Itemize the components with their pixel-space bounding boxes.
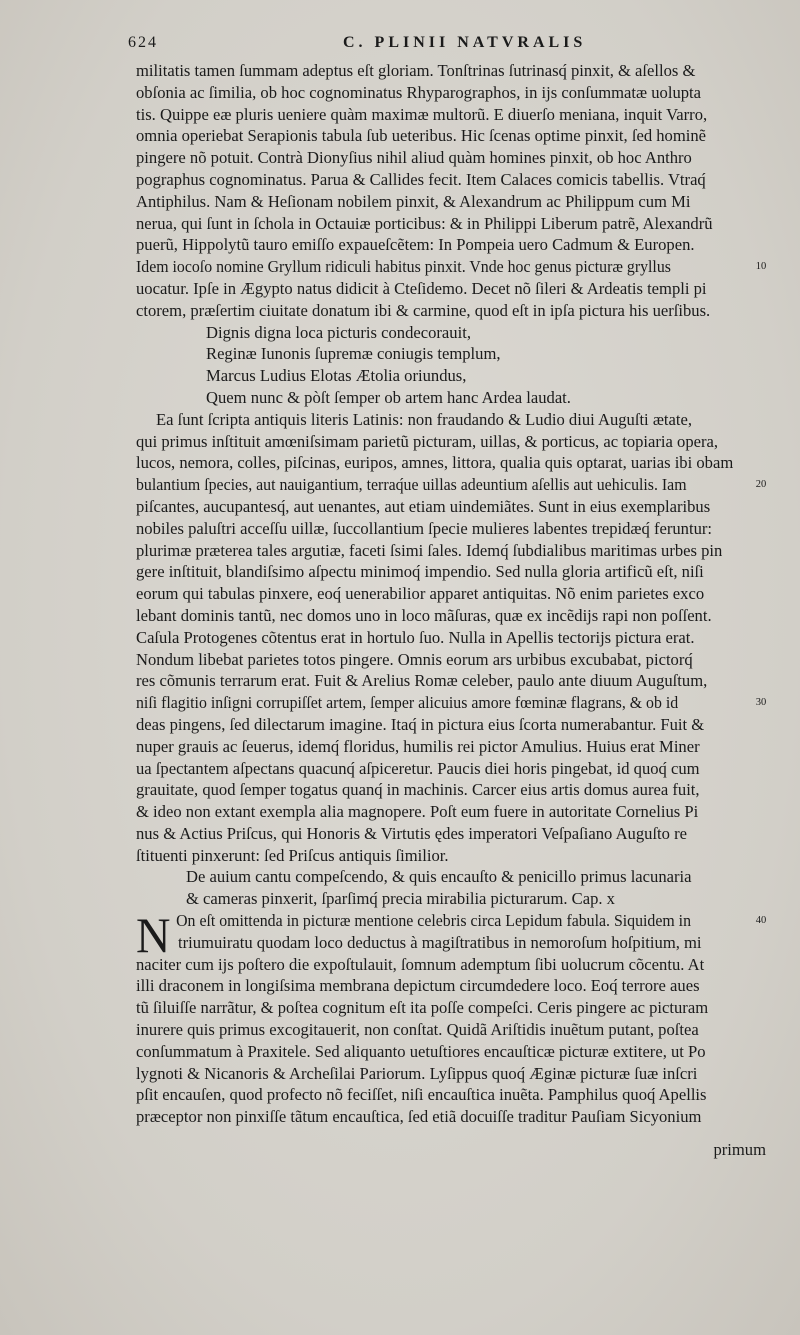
text-line: inurere quis primus excogitauerit, non conſtat. Quidã Ariſtidis inuẽtum putant, poſtea <box>136 1020 699 1040</box>
text-line: lucos, nemora, colles, piſcinas, euripos, amnes, littora, qualia quis optarat, uarias ibi obam <box>136 453 734 473</box>
text-line: puerũ, Hippolytũ tauro emiſſo expaueſcẽtem: In Pompeia uero Cadmum & Europen. <box>136 235 695 255</box>
text-line: grauitate, quod ſemper togatus quanq́ in machinis. Carcer eius artis domus aurea fuit, <box>136 780 700 800</box>
text-line: præceptor non pinxiſſe tãtum encauſtica, ſed etiã docuiſſe traditur Pauſiam Sicyonium <box>136 1107 702 1127</box>
margin-line-number: 30 <box>755 696 767 709</box>
text-line: tũ ſiluiſſe narrãtur, & poſtea cognitum eſt ita poſſe compeſci. Ceris pingere ac picturam <box>136 998 709 1018</box>
text-line: uocatur. Ipſe in Ægypto natus didicit à Cteſidemo. Decet nõ ſileri & Ardeatis templi pi <box>136 278 707 298</box>
text-line: triumuiratu quodam loco deductus à magiſtratibus in nemoroſum hoſpitium, mi <box>178 932 702 952</box>
text-line: conſummatum à Praxitele. Sed aliquanto uetuſtiores encauſticæ picturæ extitere, ut Po <box>136 1041 706 1061</box>
text-line: plurimæ præterea tales argutiæ, faceti ſsimi ſales. Idemq́ ſubdialibus maritimas urbes pin <box>136 540 723 560</box>
text-line: nobiles paluſtri acceſſu uillæ, ſuccollantium ſpecie mulieres labentes trepidæq́ feruntur: <box>136 518 713 538</box>
text-line: Caſula Protogenes cõtentus erat in hortulo ſuo. Nulla in Apellis tectorijs pictura erat. <box>136 627 695 647</box>
text-line: deas pingens, ſed dilectarum imagine. Itaq́ in pictura eius ſcorta numerabantur. Fuit & <box>136 714 705 734</box>
text-line: militatis tamen ſummam adeptus eſt gloriam. Tonſtrinas ſutrinasq́ pinxit, & aſellos & <box>136 61 696 80</box>
text-line: illi draconem in longiſsima membrana depictum circumdedere loco. Eoq́ terrore aues <box>136 976 700 996</box>
chapter-summary-line: De auium cantu compeſcendo, & quis encauſto & penicillo primus lacunaria <box>186 867 692 887</box>
margin-line-number: 10 <box>755 260 767 273</box>
text-line-with-margin <box>136 474 767 496</box>
text-line: bulantium ſpecies, aut nauigantium, terraq́ue uillas adeuntium aſellis aut uehiculis. Iam <box>136 475 687 495</box>
text-line: Idem iocoſo nomine Gryllum ridiculi habitus pinxit. Vnde hoc genus picturæ gryllus <box>136 257 671 277</box>
text-line: qui primus inſtituit amœniſsimam parietũ picturam, uillas, & porticus, ac topiaria opera, <box>136 431 719 451</box>
text-line: tis. Quippe eæ pluris ueniere quàm maximæ multorũ. E diuerſo meniana, inquit Varro, <box>136 104 708 124</box>
text-line: gere inſtituit, blandiſsimo aſpectu minimoq́ impendio. Sed nulla gloria artificũ eſt, niſi <box>136 562 704 582</box>
text-line: piſcantes, aucupantesq́, aut uenantes, aut etiam uindemiãtes. Sunt in eius exemplaribus <box>136 496 711 516</box>
verse-line: Dignis digna loca picturis condecorauit, <box>206 322 471 342</box>
verse-line: Marcus Ludius Elotas Ætolia oriundus, <box>206 366 467 386</box>
text-line: Nondum libebat parietes totos pingere. Omnis eorum ars urbibus excubabat, pictorq́ <box>136 649 693 669</box>
text-line: obſonia ac ſimilia, ob hoc cognominatus Rhyparographos, in ijs conſummatæ uolupta <box>136 82 702 102</box>
verse-line: Reginæ Iunonis ſupremæ coniugis templum, <box>206 344 501 364</box>
text-line: pingere nõ potuit. Contrà Dionyſius nihil aliud quàm homines pinxit, ob hoc Anthro <box>136 148 692 168</box>
paragraph-start-line: Ea ſunt ſcripta antiquis literis Latinis: non fraudando & Ludio diui Auguſti ætate, <box>156 409 692 429</box>
chapter-summary-line: & cameras pinxerit, ſparſimq́ precia mirabilia picturarum. Cap. x <box>186 889 615 909</box>
main-text <box>136 60 766 1128</box>
text-line: pographus cognominatus. Parua & Callides fecit. Item Calaces comicis tabellis. Vtraq́ <box>136 169 706 189</box>
text-line: lebant dominis tantũ, nec domos uno in loco mãſuras, quæ ex incẽdijs rapi non poſſent. <box>136 605 712 625</box>
text-line: On eſt omittenda in picturæ mentione celebris circa Lepidum fabula. Siquidem in <box>176 911 692 931</box>
text-line-with-margin <box>136 256 767 278</box>
text-line: nuper grauis ac ſeuerus, idemq́ floridus, humilis rei pictor Amulius. Huius erat Miner <box>136 736 700 756</box>
drop-capital: N <box>136 907 171 964</box>
text-line: eorum qui tabulas pinxere, eoq́ uenerabilior apparet antiquitas. Nõ enim parietes exco <box>136 584 705 604</box>
text-line: niſi flagitio inſigni corrupiſſet artem, ſemper alicuius amore fœminæ flagrans, & ob id <box>136 693 679 713</box>
text-line: omnia operiebat Serapionis tabula ſub ueteribus. Hic ſcenas optime pinxit, ſed hominẽ <box>136 126 707 146</box>
text-line: ſtituenti pinxerunt: ſed Priſcus antiquis ſimilior. <box>136 845 449 865</box>
text-line: Antiphilus. Nam & Heſionam nobilem pinxit, & Alexandrum ac Philippum cum Mi <box>136 191 691 211</box>
margin-line-number: 40 <box>755 914 767 927</box>
margin-line-number: 20 <box>755 478 767 491</box>
text-line: lygnoti & Nicanoris & Archeſilai Pariorum. Lyſippus quoq́ Æginæ picturæ ſuæ inſcri <box>136 1063 698 1083</box>
text-line: ctorem, præſertim ciuitate donatum ibi & carmine, quod eſt in ipſa pictura his uerſibus. <box>136 300 711 320</box>
catchword: primum <box>713 1140 766 1159</box>
text-line: res cõmunis terrarum erat. Fuit & Arelius Romæ celeber, paulo ante diuum Auguſtum, <box>136 671 708 691</box>
text-line: nerua, qui ſunt in ſchola in Octauiæ porticibus: & in Philippi Liberum patrẽ, Alexandrũ <box>136 213 713 233</box>
text-line-with-margin <box>136 692 767 714</box>
text-line: pſit encauſen, quod profecto nõ feciſſet, niſi encauſtica inuẽta. Pamphilus quoq́ Apellis <box>136 1085 707 1105</box>
text-line: ua ſpectantem aſpectans quacunq́ aſpiceretur. Paucis diei horis pingebat, id quoq́ cum <box>136 758 700 778</box>
text-line: naciter cum ijs poſtero die expoſtulauit, ſomnum ademptum ſibi uolucrum cõcentu. At <box>136 954 705 974</box>
page-number: 624 <box>128 34 158 51</box>
text-line: nus & Actius Priſcus, qui Honoris & Virtutis ędes imperatori Veſpaſiano Auguſto re <box>136 823 688 843</box>
running-head <box>128 34 768 56</box>
running-title: C. PLINII NATVRALIS <box>343 34 587 51</box>
verse-line: Quem nunc & pòſt ſemper ob artem hanc Ardea laudat. <box>206 387 571 407</box>
text-line: & ideo non extant exempla alia magnopere. Poſt eum fuere in autoritate Cornelius Pi <box>136 802 699 822</box>
